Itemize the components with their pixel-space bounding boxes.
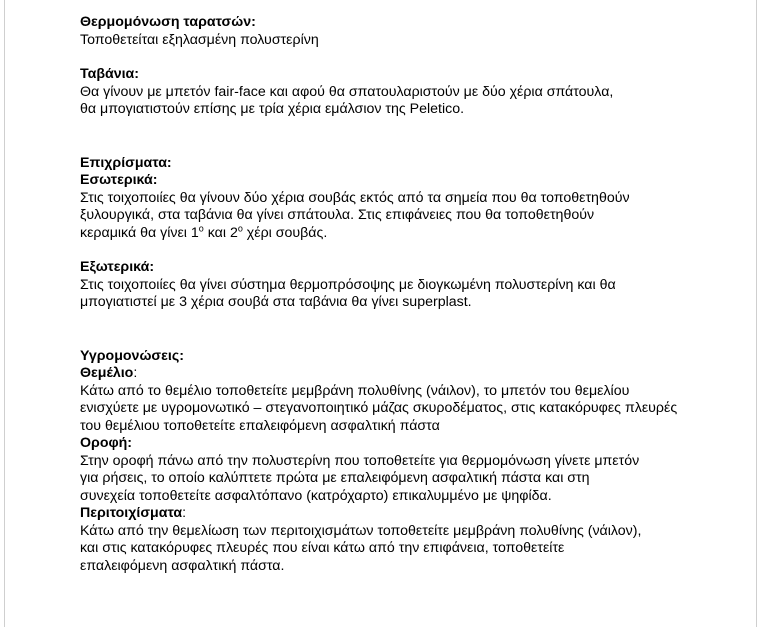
section-heading: Ταβάνια: [80,66,139,82]
page-right-border [756,0,757,627]
section-heading: Επιχρίσματα: [80,154,172,171]
paragraph-line: Κάτω από το θεμέλιο τοποθετείτε μεμβράνη πολυθίνης (νάιλον), το μπετόν του θεμελίου [80,382,630,399]
section-roof-insulation [80,14,720,49]
paragraph-line: Θα γίνουν με μπετόν fair-face και αφού θα σπατουλαριστούν με δύο χέρια σπάτουλα, [80,83,614,100]
heading-colon: : [133,365,138,381]
section-ceilings [80,66,720,119]
paragraph-line [80,222,720,243]
paragraph-line: μπογιατιστεί με 3 χέρια σουβά στα ταβάνια θα γίνει superplast. [80,294,472,310]
section-plasters [80,155,720,312]
subsection-heading: Οροφή: [80,435,133,451]
superscript: ο [237,222,243,233]
section-heading: Υγρομονώσεις: [80,347,184,364]
page-left-border [4,0,5,627]
superscript: ο [198,222,204,233]
paragraph-line: επαλειφόμενη ασφαλτική πάστα. [80,557,285,574]
subsection-heading-row [80,505,720,523]
paragraph-line: Στις τοιχοποιίες θα γίνουν δύο χέρια σουβάς εκτός από τα σημεία που θα τοποθετηθούν [80,189,630,206]
section-heading: Θερμομόνωση ταρατσών: [80,14,256,30]
paragraph-line: θα μπογιατιστούν επίσης με τρία χέρια εμάλσιον της Peletico. [80,101,465,117]
paragraph-line: ενισχύετε με υγρομονωτικό – στεγανοποιητικό μάζας σκυροδέματος, στις κατακόρυφες πλευρές [80,400,678,416]
subsection-heading: Θεμέλιο [80,365,134,381]
subsection-heading: Εσωτερικά: [80,172,158,188]
document-body [80,14,720,575]
text-run: και 2 [203,224,238,241]
paragraph-line: Κάτω από την θεμελίωση των περιτοιχισμάτων τοποθετείτε μεμβράνη πολυθίνης (νάιλον), [80,522,642,539]
paragraph-line: Στην οροφή πάνω από την πολυστερίνη που τοποθετείτε για θερμομόνωση γίνετε μπετόν [80,452,640,469]
subsection-heading: Εξωτερικά: [80,259,155,275]
paragraph-line: και στις κατακόρυφες πλευρές που είναι κάτω από την επιφάνεια, τοποθετείτε [80,540,565,556]
heading-colon: : [182,505,187,521]
paragraph-line: για ρήσεις, το οποίο καλύπτετε πρώτα με επαλειφόμενη ασφαλτική πάστα και στη [80,470,590,486]
subsection-heading-row [80,365,720,383]
paragraph-line: του θεμέλιου τοποθετείτε επαλειφόμενη ασφαλτική πάστα [80,417,440,434]
text-run: χέρι σουβάς. [242,224,328,241]
section-waterproofing [80,348,720,576]
text-run: κεραμικά θα γίνει 1 [80,224,199,241]
subsection-heading: Περιτοιχίσματα [80,505,183,521]
paragraph-line: Τοποθετείται εξηλασμένη πολυστερίνη [80,31,319,48]
paragraph-line: συνεχεία τοποθετείτε ασφαλτόπανο (κατρόχαρτο) επικαλυμμένο με ψηφίδα. [80,487,552,504]
paragraph-line: ξυλουργικά, στα ταβάνια θα γίνει σπάτουλα. Στις επιφάνειες που θα τοποθετηθούν [80,207,595,223]
paragraph-line: Στις τοιχοποιίες θα γίνει σύστημα θερμοπρόσοψης με διογκωμένη πολυστερίνη και θα [80,276,616,293]
